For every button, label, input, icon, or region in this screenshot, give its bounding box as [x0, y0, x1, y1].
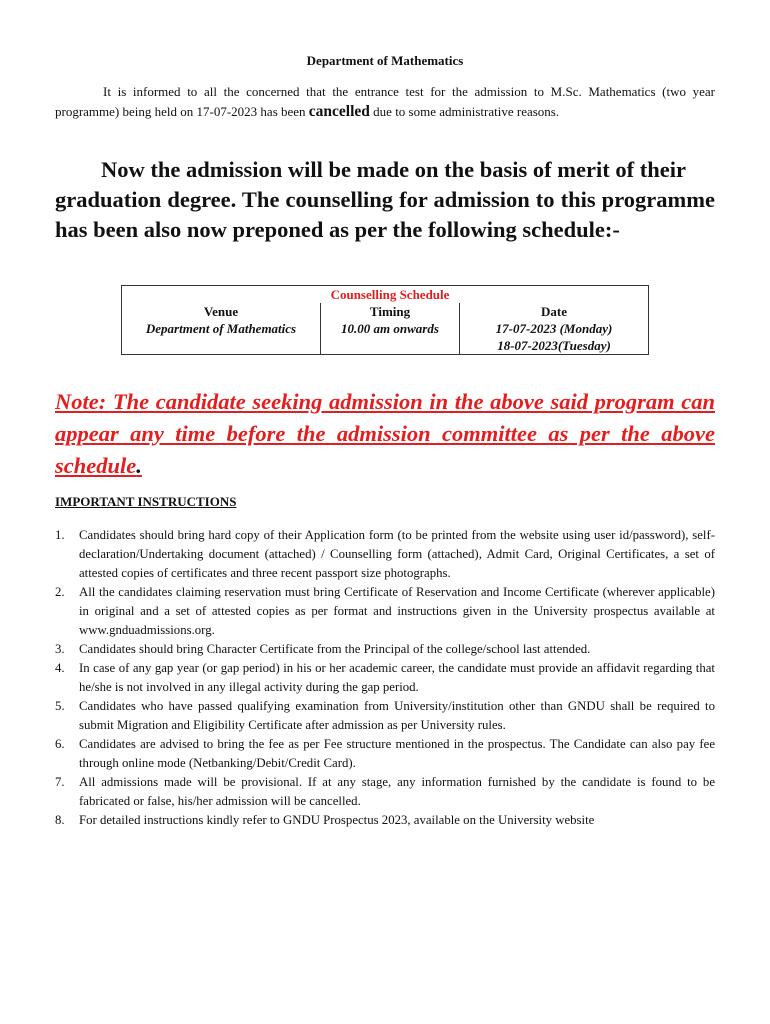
instruction-number: 1. — [55, 528, 65, 542]
schedule-row-2 — [122, 337, 649, 355]
schedule-caption-row — [122, 286, 649, 304]
instruction-number: 5. — [55, 699, 65, 713]
date-value-2: 18-07-2023(Tuesday) — [460, 337, 649, 355]
instruction-number: 2. — [55, 585, 65, 599]
instruction-text: For detailed instructions kindly refer to GNDU Prospectus 2023, available on the University website — [79, 813, 595, 827]
note-text: Note: The candidate seeking admission in the above said program can appear any time before the admission committee as per the above schedule — [55, 389, 715, 478]
instruction-number: 8. — [55, 813, 65, 827]
venue-value: Department of Mathematics — [122, 320, 321, 337]
instruction-text: Candidates should bring Character Certificate from the Principal of the college/school last attended. — [79, 642, 591, 656]
department-heading: Department of Mathematics — [306, 53, 464, 68]
schedule-caption: Counselling Schedule — [321, 286, 460, 304]
instruction-number: 4. — [55, 661, 65, 675]
instruction-number: 6. — [55, 737, 65, 751]
instruction-text: Candidates who have passed qualifying examination from University/institution other than GNDU shall be required to submit Migration and Eligibility Certificate after admission as per University rules. — [79, 699, 715, 732]
announcement-rest: graduation degree. The counselling for admission to this programme has been also now preponed as per the following schedule:- — [55, 187, 715, 242]
instruction-item — [55, 697, 715, 735]
schedule-header-row — [122, 303, 649, 320]
instruction-text: Candidates are advised to bring the fee as per Fee structure mentioned in the prospectus. The Candidate can also pay fee through online mode (Netbanking/Debit/Credit Card). — [79, 737, 715, 770]
intro-text-part2: due to some administrative reasons. — [369, 104, 560, 119]
intro-text-part1: It is informed to all the concerned that the entrance test for the admission to M.Sc. Mathematics (two year programme) being held on 17-07-2023 has been — [55, 84, 715, 119]
instruction-item — [55, 659, 715, 697]
instructions-list — [55, 526, 715, 830]
instruction-item — [55, 811, 715, 830]
instruction-item — [55, 773, 715, 811]
date-value-1: 17-07-2023 (Monday) — [460, 320, 649, 337]
admission-note — [55, 386, 715, 482]
instruction-text: Candidates should bring hard copy of their Application form (to be printed from the website using user id/password), self-declaration/Undertaking document (attached) / Counselling form (attached), Admit Card, Original Certificates, a set of attested copies of certificates and three recent passport size photographs. — [79, 528, 715, 580]
announcement-line1: Now the admission will be made on the basis of merit of their — [101, 157, 686, 182]
note-period: . — [136, 453, 142, 478]
instruction-item — [55, 640, 715, 659]
header-venue: Venue — [122, 303, 321, 320]
instruction-number: 7. — [55, 775, 65, 789]
schedule-row-1 — [122, 320, 649, 337]
header-date: Date — [460, 303, 649, 320]
instruction-item — [55, 526, 715, 583]
instruction-item — [55, 583, 715, 640]
timing-value: 10.00 am onwards — [321, 320, 460, 337]
instruction-text: All the candidates claiming reservation must bring Certificate of Reservation and Income Certificate (wherever applicable) in original and a set of attested copies as per format and instructions given in the University prospectus available at www.gnduadmissions.org. — [79, 585, 715, 637]
counselling-schedule-table — [121, 285, 649, 355]
instruction-text: All admissions made will be provisional. If at any stage, any information furnished by the candidate is found to be fabricated or false, his/her admission will be cancelled. — [79, 775, 715, 808]
merit-announcement — [55, 155, 715, 245]
intro-paragraph — [55, 82, 715, 122]
instruction-item — [55, 735, 715, 773]
cancelled-emphasis: cancelled — [308, 103, 370, 120]
instructions-title: IMPORTANT INSTRUCTIONS — [55, 494, 237, 509]
instruction-text: In case of any gap year (or gap period) in his or her academic career, the candidate must provide an affidavit regarding that he/she is not involved in any illegal activity during the gap period. — [79, 661, 715, 694]
instruction-number: 3. — [55, 642, 65, 656]
header-timing: Timing — [321, 303, 460, 320]
